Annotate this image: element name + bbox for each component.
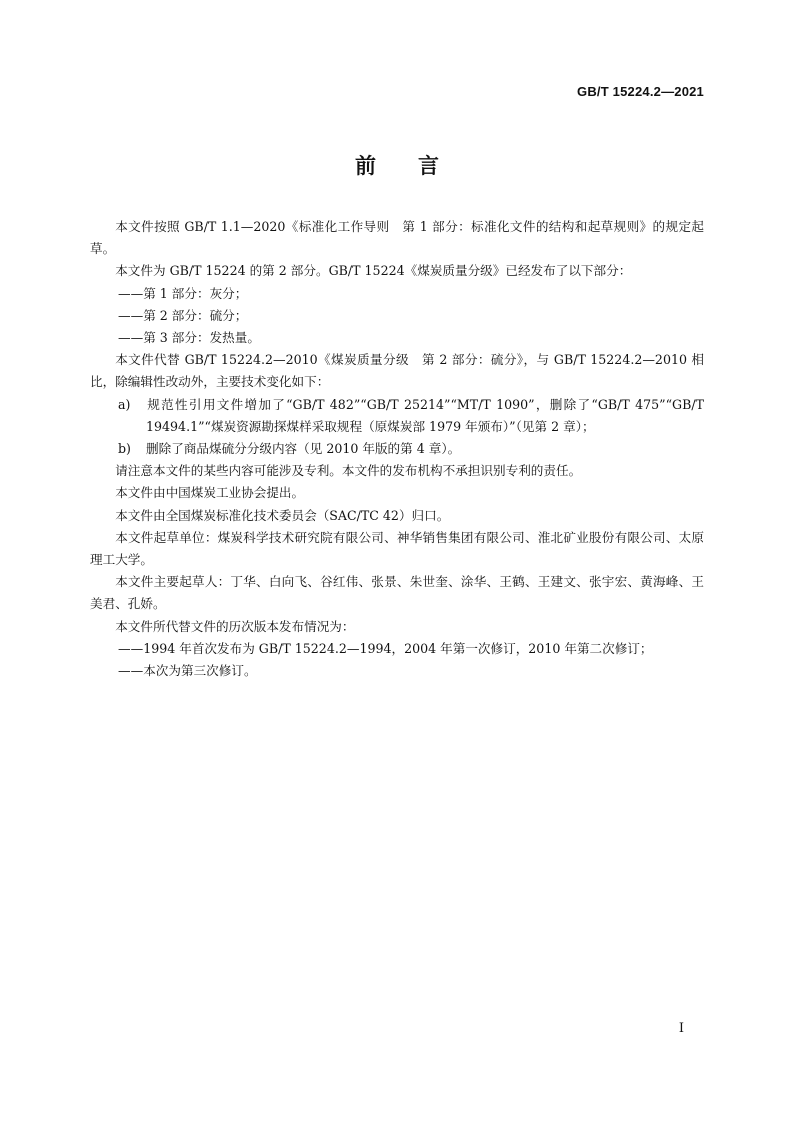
paragraph-committee: 本文件由全国煤炭标准化技术委员会（SAC/TC 42）归口。 <box>115 507 450 523</box>
list-item-part-2: ——第 2 部分：硫分； <box>118 307 248 323</box>
paragraph-replacement: 本文件代替 GB/T 15224.2—2010《煤炭质量分级 第 2 部分：硫分》，与 GB/T 15224.2—2010 相比，除编辑性改动外，主要技术变化如下： <box>90 352 704 390</box>
list-item-part-3: ——第 3 部分：发热量。 <box>118 330 260 346</box>
title-char-2: 言 <box>418 154 439 178</box>
change-item-b-label: b) <box>118 441 131 457</box>
foreword-body <box>90 216 704 682</box>
paragraph-drafting-units: 本文件起草单位：煤炭科学技术研究院有限公司、神华销售集团有限公司、淮北矿业股份有限公司、太原理工大学。 <box>90 529 704 568</box>
change-item-b-text: 删除了商品煤硫分分级内容（见 2010 年版的第 4 章）。 <box>146 441 461 457</box>
standard-code: GB/T 15224.2—2021 <box>577 84 704 99</box>
paragraph-proposer: 本文件由中国煤炭工业协会提出。 <box>115 485 305 501</box>
page-title <box>0 150 794 180</box>
change-item-a-text: 规范性引用文件增加了“GB/T 482”“GB/T 25214”“MT/T 1090”，删除了“GB/T 475”“GB/T 19494.1”“煤炭资源勘探煤样采取规程（原煤炭部 1979 年颁布）”（见第 2 章）； <box>146 396 704 434</box>
paragraph-drafting-rules: 本文件按照 GB/T 1.1—2020《标准化工作导则 第 1 部分：标准化文件的结构和起草规则》的规定起草。 <box>90 219 704 257</box>
paragraph-drafters: 本文件主要起草人：丁华、白向飞、谷红伟、张景、朱世奎、涂华、王鹤、王建文、张宇宏、黄海峰、王美君、孔娇。 <box>90 574 704 612</box>
change-item-a-label: a) <box>118 396 131 412</box>
paragraph-part-intro: 本文件为 GB/T 15224 的第 2 部分。GB/T 15224《煤炭质量分级》已经发布了以下部分： <box>115 263 632 279</box>
change-item-b <box>90 438 704 460</box>
list-item-history-1: ——1994 年首次发布为 GB/T 15224.2—1994，2004 年第一次修订，2010 年第二次修订； <box>118 640 653 656</box>
list-item-part-1: ——第 1 部分：灰分； <box>118 285 248 301</box>
title-char-1: 前 <box>355 154 376 178</box>
paragraph-patent-notice: 请注意本文件的某些内容可能涉及专利。本文件的发布机构不承担识别专利的责任。 <box>115 463 582 479</box>
page-number: I <box>678 1021 684 1036</box>
paragraph-history-intro: 本文件所代替文件的历次版本发布情况为： <box>115 618 355 634</box>
change-item-a <box>90 394 704 438</box>
list-item-history-2: ——本次为第三次修订。 <box>118 663 257 679</box>
